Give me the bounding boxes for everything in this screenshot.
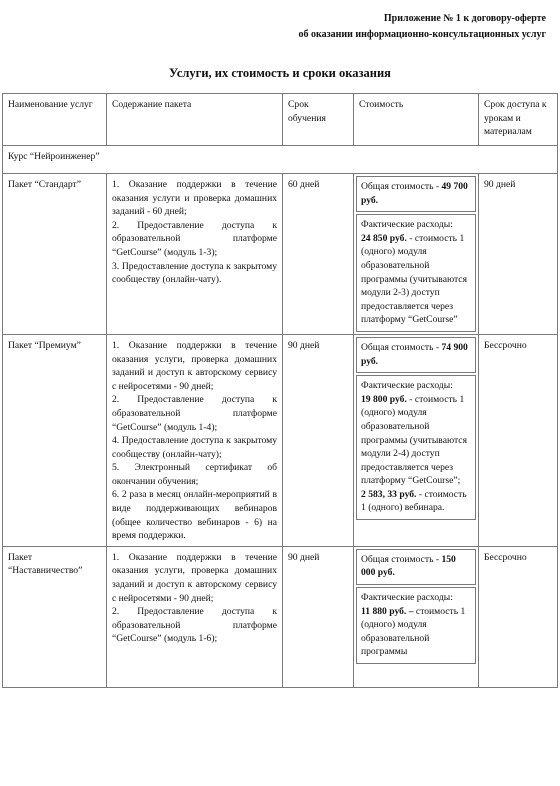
list-item: 2. Предоставление доступа к образовательной платформе “GetCourse” (модуль 1-6); — [112, 606, 277, 645]
expenses-label: Фактические расходы: — [361, 592, 453, 604]
column-header: Срок доступа к урокам и материалам — [479, 94, 558, 146]
course-row — [3, 146, 558, 174]
expense-value: 19 800 руб. — [361, 393, 407, 405]
expense-text: стоимость 1 (одного) модуля образовательной программы — [361, 605, 466, 658]
actual-expenses — [356, 214, 476, 332]
expenses-label: Фактические расходы: — [361, 380, 453, 392]
course-name: Курс “Нейроинженер” — [3, 146, 558, 174]
list-item: 2. Предоставление доступа к образовательной платформе “GetCourse” (модуль 1-4); — [112, 394, 277, 433]
actual-expenses — [356, 375, 476, 520]
services-table — [2, 93, 558, 688]
access-cell: Бессрочно — [479, 546, 558, 687]
appendix-title: Приложение № 1 к договору-оферте — [383, 13, 546, 24]
cost-cell — [354, 546, 479, 687]
package-content — [107, 546, 283, 687]
list-item: 6. 2 раза в месяц онлайн-мероприятий в виде поддерживающих вебинаров (общее количество вебинаров - 6) на время поддержки. — [112, 489, 277, 542]
duration-cell: 90 дней — [283, 334, 354, 546]
column-header: Стоимость — [354, 94, 479, 146]
table-row — [3, 174, 558, 335]
expense-value: 24 850 руб. — [361, 232, 407, 244]
list-item: 1. Оказание поддержки в течение оказания услуги, проверка домашних заданий и доступ к авторскому сервису с нейросетями - 90 дней; — [112, 551, 277, 604]
total-cost — [356, 337, 476, 373]
expenses-label: Фактические расходы: — [361, 219, 453, 231]
total-cost-value: 150 000 руб. — [361, 553, 456, 579]
total-cost — [356, 176, 476, 212]
total-cost-label: Общая стоимость - — [361, 181, 442, 192]
total-cost-label: Общая стоимость - — [361, 553, 442, 565]
package-name: Пакет “Стандарт” — [3, 174, 107, 335]
total-cost-label: Общая стоимость - — [361, 341, 442, 353]
cost-cell — [354, 334, 479, 546]
total-cost — [356, 549, 476, 585]
actual-expenses — [356, 587, 476, 664]
expense-text: - стоимость 1 (одного) вебинара. — [361, 488, 467, 514]
expense-value: 11 880 руб. – — [361, 605, 414, 617]
expense-text: - стоимость 1 (одного) модуля образовательной программы (учитываются модули 2-3) доступ предоставляется через платформу “GetCourse” — [361, 232, 467, 326]
access-cell: 90 дней — [479, 174, 558, 335]
package-content — [107, 334, 283, 546]
list-item: 1. Оказание поддержки в течение оказания услуги и проверка домашних заданий - 60 дней; — [112, 179, 277, 218]
list-item: 1. Оказание поддержки в течение оказания услуги, проверка домашних заданий и доступ к авторскому сервису с нейросетями - 90 дней; — [112, 339, 277, 392]
package-name: Пакет “Премиум” — [3, 334, 107, 546]
access-cell: Бессрочно — [479, 334, 558, 546]
package-name: Пакет “Наставничество” — [3, 546, 107, 687]
duration-cell: 60 дней — [283, 174, 354, 335]
document-title: Услуги, их стоимость и сроки оказания — [169, 66, 391, 80]
total-cost-value: 74 900 руб. — [361, 341, 468, 367]
list-item: 5. Электронный сертификат об окончании обучения; — [112, 462, 277, 487]
table-header-row — [3, 94, 558, 146]
table-row — [3, 546, 558, 687]
column-header: Наименование услуг — [3, 94, 107, 146]
package-content — [107, 174, 283, 335]
appendix-subtitle: об оказании информационно-консультационных услуг — [298, 29, 546, 40]
expense-text: - стоимость 1 (одного) модуля образовательной программы (учитываются модули 2-4) доступ предоставляется через платформу “GetCourse”; — [361, 393, 467, 487]
list-item: 3. Предоставление доступа к закрытому сообществу (онлайн-чату). — [112, 260, 277, 286]
column-header: Содержание пакета — [107, 94, 283, 146]
list-item: 2. Предоставление доступа к образовательной платформе “GetCourse” (модуль 1-3); — [112, 219, 277, 258]
expense-value: 2 583, 33 руб. — [361, 488, 417, 500]
total-cost-value: 49 700 руб. — [361, 181, 468, 206]
cost-cell — [354, 174, 479, 335]
table-row — [3, 334, 558, 546]
column-header: Срок обучения — [283, 94, 354, 146]
duration-cell: 90 дней — [283, 546, 354, 687]
list-item: 4. Предоставление доступа к закрытому сообществу (онлайн-чату); — [112, 435, 277, 460]
